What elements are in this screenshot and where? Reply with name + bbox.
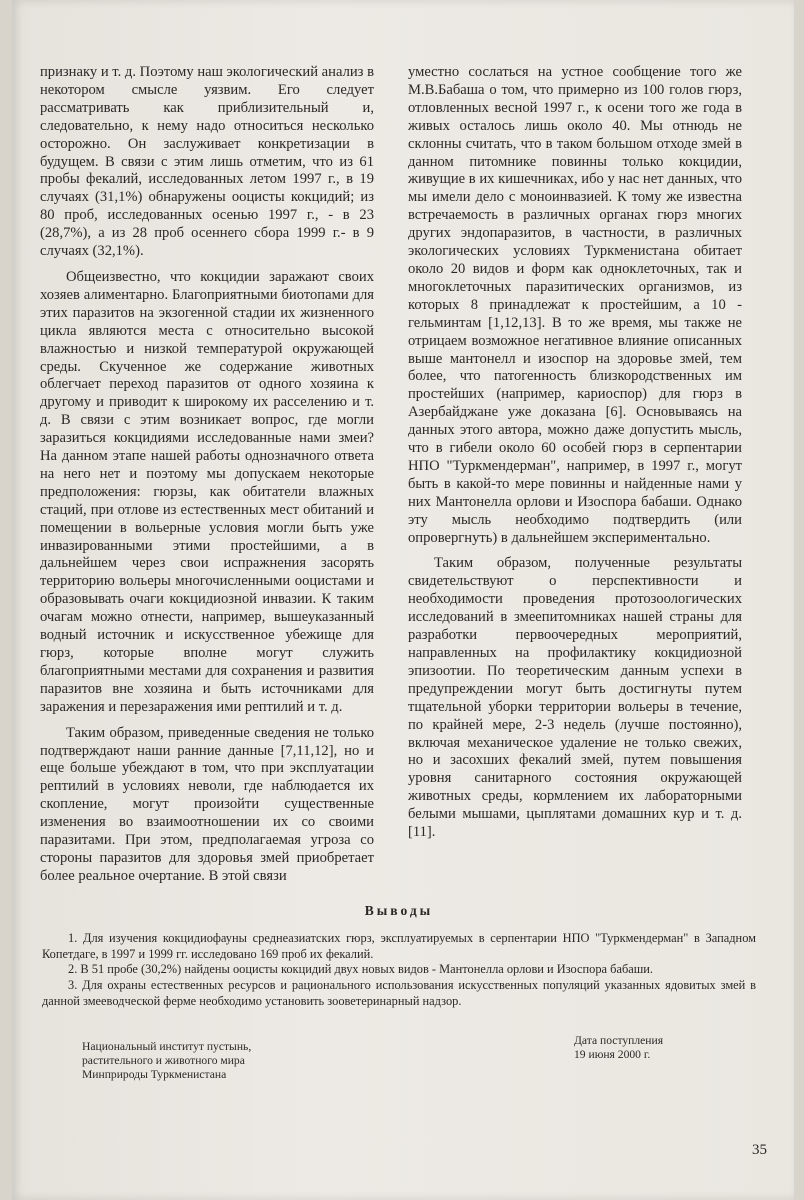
right-paragraph-1: уместно сослаться на устное сообщение того же М.В.Бабаша о том, что примерно из 100 голов гюрз, отловленных весной 1997 г., к осени того же года в живых осталось лишь около 40. Мы отнюдь не склонны считать, что в таком большом отходе змей в данном питомнике повинны только кокцидии, живущие в их кишечниках, ибо у нас нет данных, что мы имели дело с моноинвазией. К тому же известна встречаемость в различных органах гюрз многих других эндопаразитов, в частности, в различных экологических условиях Туркменистана обитает около 20 видов и форм как одноклеточных, так и многоклеточных паразитических организмов, из которых 8 принадлежат к простейшим, а 10 - гельминтам [1,12,13]. В то же время, мы также не отрицаем возможное негативное влияние описанных выше мантонелл и изоспор на здоровье змей, тем более, что патогенность близкородственных им простейших (например, кариоспор) для гюрз в Азербайджане уже доказана [6]. Основываясь на данных этого автора, можно даже допустить мысль, что в гибели около 60 особей гюрз в серпентарии НПО "Туркмендерман", например, в 1997 г., могут быть в какой-то мере повинны и найденные нами у них Мантонелла орлови и Изоспора бабаши. Однако эту мысль необходимо подтвердить (или опровергнуть) в дальнейшем экспериментально. — [408, 64, 742, 546]
conclusion-item-1: 1. Для изучения кокцидиофауны среднеазиатских гюрз, эксплуатируемых в серпентарии НПО "Туркмендерман" в Западном Копетдаге, в 1997 и 1999 гг. исследовано 169 проб их фекалий. — [42, 930, 756, 961]
institution-line-2: растительного и животного мира — [82, 1054, 245, 1067]
left-text-column — [40, 64, 374, 886]
journal-page — [12, 0, 794, 1200]
page-number: 35 — [752, 1142, 767, 1158]
left-paragraph-1: признаку и т. д. Поэтому наш экологический анализ в некотором смысле уязвим. Его следует рассматривать как приблизительный и, следовательно, к нему надо относиться несколько осторожно. Он заслуживает конкретизации в будущем. В связи с этим лишь отметим, что из 61 пробы фекалий, исследованных летом 1997 г., в 19 случаях (31,1%) обнаружены ооцисты кокцидий; из 80 проб, исследованных осенью 1997 г., - в 23 (28,7%), а из 28 проб осеннего сбора 1999 г.- в 9 случаях (32,1%). — [40, 64, 374, 260]
institution-line-3: Минприроды Туркменистана — [82, 1068, 227, 1081]
left-paragraph-3: Таким образом, приведенные сведения не только подтверждают наши ранние данные [7,11,12], но и еще больше убеждают в том, что при эксплуатации рептилий в условиях неволи, где наблюдается их скопление, могут произойти существенные изменения во взаимоотношении их со своими паразитами. При этом, предполагаемая угроза со стороны паразитов для здоровья змей приобретает более реальное очертание. В этой связи — [40, 724, 374, 884]
author-institution — [82, 1040, 382, 1082]
conclusions-section — [42, 903, 756, 1010]
received-label: Дата поступления — [574, 1034, 664, 1047]
conclusion-item-3: 3. Для охраны естественных ресурсов и рационального использования искусственных популяций указанных ядовитых змей в данной змееводческой ферме необходимо установить зооветеринарный надзор. — [42, 978, 756, 1008]
right-text-column — [408, 64, 742, 842]
conclusion-item-2: 2. В 51 пробе (30,2%) найдены ооцисты кокцидий двух новых видов - Мантонелла орлови и Изоспора бабаши. — [68, 962, 654, 977]
left-paragraph-2: Общеизвестно, что кокцидии заражают своих хозяев алиментарно. Благоприятными биотопами для этих паразитов на экзогенной стадии их жизненного цикла являются места с относительно высокой влажностью и низкой температурой окружающей среды. Скученное же содержание животных облегчает переход паразитов от одного хозяина к другому и приводит к широкому их расселению и т. д. В связи с этим возникает вопрос, где могли заразиться кокцидиями исследованные нами змеи? На данном этапе нашей работы однозначного ответа на него нет и поэтому мы допускаем некоторые предположения: гюрзы, как обитатели влажных стаций, при отлове из естественных мест обитаний и помещении в вольерные условия могли быть уже инвазированными этими простейшими, а в дальнейшем через свои испражнения засорять территорию вольеры многочисленными ооцистами и образовывать очаги кокцидиозной инвазии. К таким очагам можно отнести, например, вышеуказанный водный источник и искусственное убежище для гюрз, которые вполне могут служить благоприятными местами для сохранения и развития паразитов вне хозяина и быть источниками для заражения и перезаражения ими рептилий и т. д. — [40, 268, 374, 715]
right-paragraph-2: Таким образом, полученные результаты свидетельствуют о перспективности и необходимости проведения протозоологических исследований в змеепитомниках нашей страны для разработки первоочередных мероприятий, направленных на профилактику кокцидиозной эпизоотии. По теоретическим данным успехи в предупреждении могут быть достигнуты путем тщательной уборки территории вольеры в течение, по крайней мере, 2-3 недель (лучше постоянно), включая механическое удаление не только свежих, но и засохших фекалий змей, путем повышения уровня санитарного состояния окружающей животных среды, кормлением их лабораторными белыми мышами, цыплятами домашних кур и т. д. [11]. — [408, 555, 742, 841]
received-value: 19 июня 2000 г. — [574, 1048, 651, 1061]
conclusions-title: Выводы — [364, 903, 434, 918]
institution-line-1: Национальный институт пустынь, — [82, 1040, 252, 1053]
received-date — [574, 1034, 774, 1062]
